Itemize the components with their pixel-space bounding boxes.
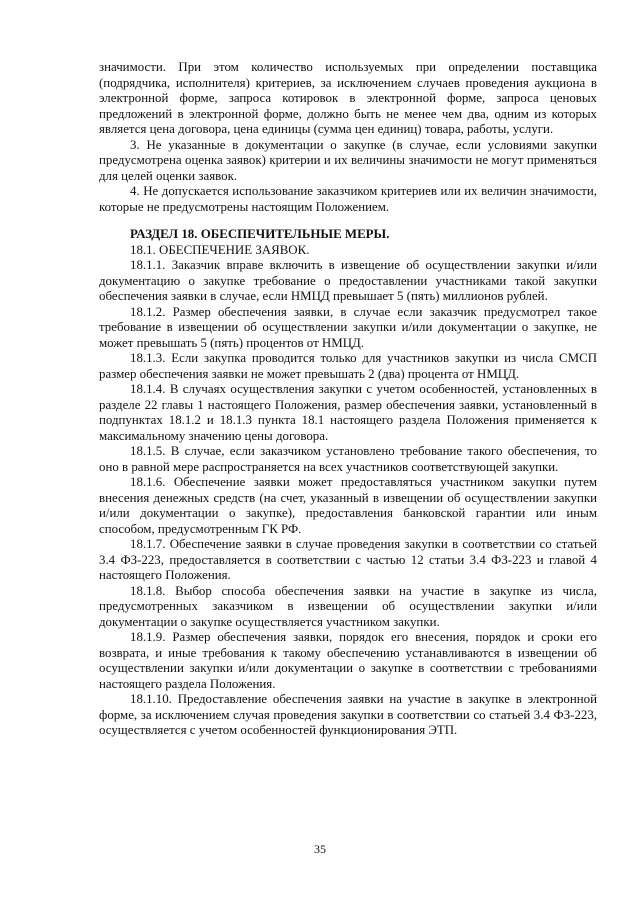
paragraph-18-1-7: 18.1.7. Обеспечение заявки в случае проведения закупки в соответствии со статьей 3.4 ФЗ-223, предоставляется в соответствии с частью 12 статьи 3.4 ФЗ-223 и главой 4 настоящего Положения. bbox=[99, 537, 597, 582]
subsection-heading: 18.1. ОБЕСПЕЧЕНИЕ ЗАЯВОК. bbox=[130, 242, 310, 257]
section-heading: РАЗДЕЛ 18. ОБЕСПЕЧИТЕЛЬНЫЕ МЕРЫ. bbox=[130, 227, 390, 241]
paragraph-18-1-8: 18.1.8. Выбор способа обеспечения заявки на участие в закупке из числа, предусмотренных заказчиком в извещении об осуществлении закупки и/или документации о закупке осуществляется участником закупки. bbox=[99, 583, 597, 629]
paragraph-18-1-6: 18.1.6. Обеспечение заявки может предоставляться участником закупки путем внесения денежных средств (на счет, указанный в извещении об осуществлении закупки и/или документации о закупке), предоставления банковской гарантии или иным способом, предусмотренным ГК РФ. bbox=[99, 475, 597, 536]
paragraph-18-1-9: 18.1.9. Размер обеспечения заявки, порядок его внесения, порядок и сроки его возврата, и иные требования к такому обеспечению устанавливаются в извещении об осуществлении закупки и/или документации о закупке в соответствии с требованиями настоящего раздела Положения. bbox=[99, 630, 597, 691]
paragraph-18-1-4: 18.1.4. В случаях осуществления закупки с учетом особенностей, установленных в разделе 22 главы 1 настоящего Положения, размер обеспечения заявки, установленный в подпунктах 18.1.2 и 18.1.3 пункта 18.1 настоящего раздела Положения применяется к максимальному значению цены договора. bbox=[99, 382, 597, 443]
paragraph-18-1-2: 18.1.2. Размер обеспечения заявки, в случае если заказчик предусмотрел такое требование в извещении об осуществлении закупки и/или документации о закупке, не может превышать 5 (пять) процентов от НМЦД. bbox=[99, 304, 597, 350]
paragraph-18-1-5: 18.1.5. В случае, если заказчиком установлено требование такого обеспечения, то оно в равной мере распространяется на всех участников соответствующей закупки. bbox=[99, 444, 597, 474]
document-body bbox=[99, 60, 597, 739]
paragraph-3: 3. Не указанные в документации о закупке (в случае, если условиями закупки предусмотрена оценка заявок) критерии и их величины значимости не могут применяться для целей оценки заявок. bbox=[99, 137, 597, 183]
paragraph-18-1-1: 18.1.1. Заказчик вправе включить в извещение об осуществлении закупки и/или документацию о закупке требование о предоставлении участниками такой закупки обеспечения заявки в случае, если НМЦД превышает 5 (пять) миллионов рублей. bbox=[99, 258, 597, 303]
paragraph-18-1-3: 18.1.3. Если закупка проводится только для участников закупки из числа СМСП размер обеспечения заявки не может превышать 2 (два) процента от НМЦД. bbox=[99, 351, 597, 381]
paragraph-4: 4. Не допускается использование заказчиком критериев или их величин значимости, которые не предусмотрены настоящим Положением. bbox=[99, 184, 597, 214]
paragraph-continuation: значимости. При этом количество используемых при определении поставщика (подрядчика, исполнителя) критериев, за исключением случаев проведения аукциона в электронной форме, запроса котировок в электронной форме, запроса ценовых предложений в электронной форме, должно быть не менее чем два, одним из которых является цена договора, цена единицы (сумма цен единиц) товара, работы, услуги. bbox=[99, 60, 597, 136]
page-number: 35 bbox=[314, 842, 326, 856]
paragraph-18-1-10: 18.1.10. Предоставление обеспечения заявки на участие в закупке в электронной форме, за исключением случая проведения закупки в соответствии со статьей 3.4 ФЗ-223, осуществляется с учетом особенностей функционирования ЭТП. bbox=[99, 692, 597, 737]
